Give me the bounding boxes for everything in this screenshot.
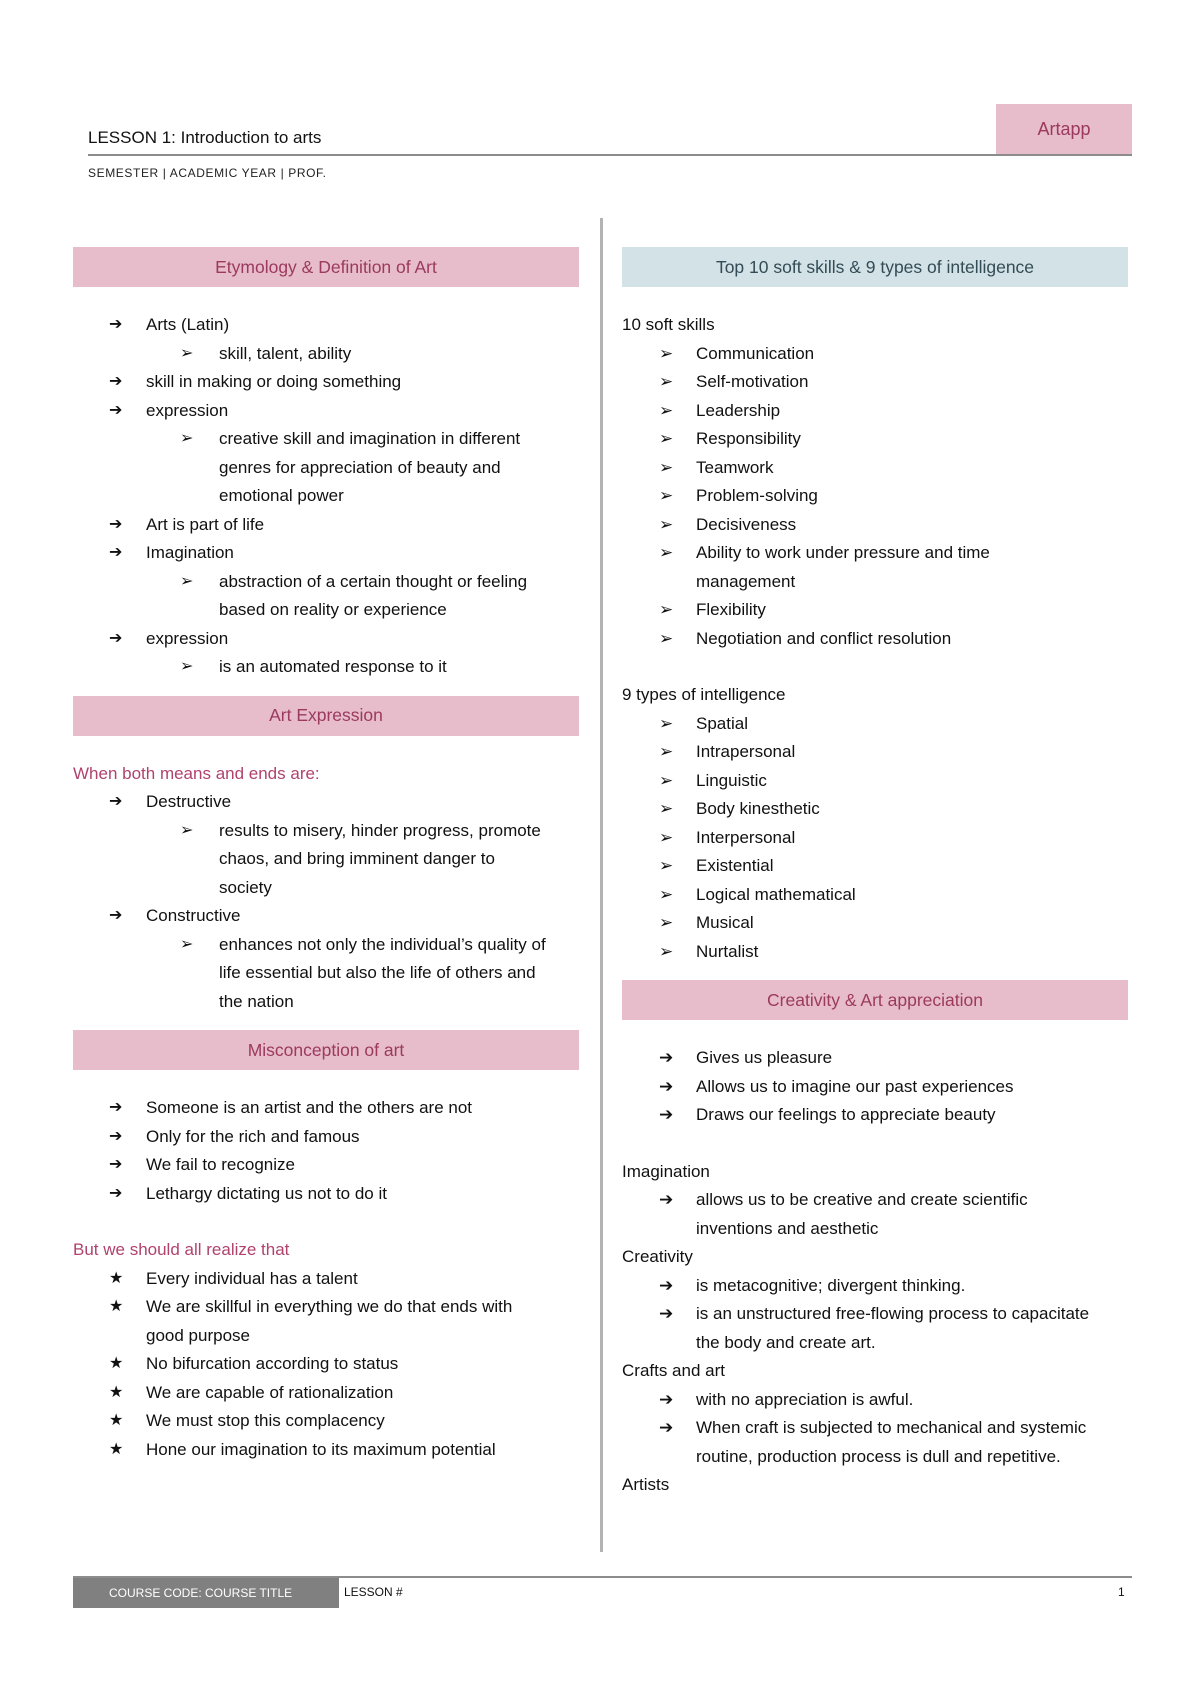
arrowhead-bullet-icon: ➢ (659, 770, 674, 790)
arrow-bullet-icon: ➔ (109, 373, 123, 390)
soft-skills-label: 10 soft skills (622, 315, 715, 334)
arrowhead-bullet-icon: ➢ (659, 884, 674, 904)
list-item-text: Self-motivation (696, 372, 809, 391)
soft-skills-list (622, 340, 1128, 654)
list-item-text: We fail to recognize (146, 1155, 295, 1174)
list-item (622, 795, 1128, 824)
page-number: 1 (1118, 1585, 1125, 1599)
list-item-text: Flexibility (696, 600, 766, 619)
star-bullet-icon: ★ (109, 1412, 124, 1429)
subject-tag: Artapp (996, 104, 1132, 154)
list-item-text: routine, production process is dull and repetitive. (696, 1446, 1061, 1466)
list-item-text: Responsibility (696, 429, 801, 448)
list-item-text: the body and create art. (696, 1332, 876, 1352)
list-item-text: Intrapersonal (696, 742, 796, 761)
list-item-text: inventions and aesthetic (696, 1218, 879, 1238)
arrow-bullet-icon: ➔ (109, 1127, 123, 1145)
list-item (73, 931, 579, 960)
list-item-text: Imagination (146, 543, 234, 562)
artists-label: Artists (622, 1475, 670, 1494)
crafts-label: Crafts and art (622, 1361, 725, 1380)
list-item-text: abstraction of a certain thought or feeling (219, 571, 528, 591)
list-item (622, 368, 1128, 397)
star-bullet-icon: ★ (109, 1440, 124, 1458)
arrow-bullet-icon: ➔ (659, 1418, 674, 1437)
intelligence-list (622, 710, 1128, 967)
list-item (622, 454, 1128, 483)
list-item (73, 1265, 579, 1294)
arrowhead-bullet-icon: ➢ (659, 941, 674, 961)
list-item-text: Allows us to imagine our past experiences (696, 1076, 1014, 1096)
arrow-bullet-icon: ➔ (659, 1105, 674, 1124)
arrowhead-bullet-icon: ➢ (659, 856, 674, 875)
imagination-label: Imagination (622, 1161, 710, 1181)
list-item (73, 902, 579, 931)
list-item (622, 425, 1128, 454)
left-column (73, 247, 579, 1464)
arrow-bullet-icon: ➔ (109, 793, 123, 810)
arrow-bullet-icon: ➔ (109, 401, 123, 419)
section-heading-misconception: Misconception of art (73, 1030, 579, 1070)
list-item (622, 1414, 1128, 1443)
list-item-text: good purpose (146, 1325, 250, 1345)
list-item (622, 1272, 1128, 1301)
list-item (73, 817, 579, 846)
list-item-text: emotional power (219, 486, 344, 505)
list-item-text: life essential but also the life of others and (219, 963, 536, 982)
list-item (622, 1300, 1128, 1329)
list-item (73, 1322, 579, 1351)
list-item-text: We must stop this complacency (146, 1411, 385, 1430)
list-item-text: Linguistic (696, 770, 767, 790)
list-item (73, 1123, 579, 1152)
list-item-text: Decisiveness (696, 514, 797, 534)
list-item-text: Spatial (696, 713, 748, 733)
arrow-bullet-icon: ➔ (659, 1389, 674, 1409)
list-item-text: based on reality or experience (219, 600, 447, 619)
list-item (622, 938, 1128, 967)
star-bullet-icon: ★ (109, 1269, 124, 1287)
etymology-list (73, 311, 579, 682)
list-item-text: skill in making or doing something (146, 372, 402, 391)
arrow-bullet-icon: ➔ (659, 1048, 674, 1067)
list-item (73, 568, 579, 597)
list-item (622, 1186, 1128, 1215)
list-item-text: Musical (696, 913, 754, 932)
realize-lead: But we should all realize that (73, 1240, 290, 1259)
list-item-text: Art is part of life (146, 514, 265, 534)
list-item (622, 1044, 1128, 1073)
list-item-text: with no appreciation is awful. (696, 1389, 914, 1409)
list-item (73, 653, 579, 682)
creativity-list (622, 1044, 1128, 1130)
list-item-text: Every individual has a talent (146, 1268, 358, 1288)
list-item-text: Leadership (696, 400, 781, 420)
list-item-text: Only for the rich and famous (146, 1126, 360, 1146)
list-item-text: results to misery, hinder progress, promote (219, 820, 541, 840)
list-item (73, 1350, 579, 1379)
list-item (73, 511, 579, 540)
list-item-text: Communication (696, 343, 815, 363)
list-item (622, 397, 1128, 426)
list-item-text: expression (146, 400, 229, 420)
arrow-bullet-icon: ➔ (659, 1275, 674, 1295)
arrow-bullet-icon: ➔ (659, 1190, 674, 1209)
arrow-bullet-icon: ➔ (109, 1099, 123, 1116)
list-item-text: management (696, 571, 796, 591)
list-item (622, 1101, 1128, 1130)
list-item (73, 625, 579, 654)
list-item (622, 909, 1128, 938)
list-item (73, 1379, 579, 1408)
expression-list (73, 788, 579, 1016)
list-item-text: Constructive (146, 906, 241, 925)
list-item (73, 425, 579, 454)
list-item (622, 1329, 1128, 1358)
list-item (73, 539, 579, 568)
list-item (622, 482, 1128, 511)
page-subtitle: SEMESTER | ACADEMIC YEAR | PROF. (88, 166, 327, 180)
list-item (622, 340, 1128, 369)
arrowhead-bullet-icon: ➢ (659, 742, 674, 761)
list-item-text: Existential (696, 856, 774, 875)
list-item (73, 1407, 579, 1436)
list-item (73, 1151, 579, 1180)
arrowhead-bullet-icon: ➢ (659, 486, 674, 505)
list-item-text: Problem-solving (696, 486, 818, 505)
list-item (622, 1073, 1128, 1102)
column-divider (600, 218, 603, 1552)
arrow-bullet-icon: ➔ (109, 515, 123, 533)
arrow-bullet-icon: ➔ (659, 1304, 674, 1323)
list-item-text: is metacognitive; divergent thinking. (696, 1275, 966, 1295)
expression-lead: When both means and ends are: (73, 763, 320, 783)
section-heading-etymology: Etymology & Definition of Art (73, 247, 579, 287)
list-item-text: enhances not only the individual’s quality of (219, 934, 546, 954)
list-item-text: chaos, and bring imminent danger to (219, 849, 495, 868)
footer-course: COURSE CODE: COURSE TITLE (73, 1578, 339, 1608)
arrowhead-bullet-icon: ➢ (180, 935, 194, 953)
list-item-text: Body kinesthetic (696, 799, 820, 818)
arrowhead-bullet-icon: ➢ (659, 799, 674, 818)
list-item (622, 1386, 1128, 1415)
misconception-list (73, 1094, 579, 1208)
list-item-text: allows us to be creative and create scientific (696, 1190, 1028, 1209)
arrowhead-bullet-icon: ➢ (180, 821, 194, 839)
list-item (73, 1094, 579, 1123)
arrowhead-bullet-icon: ➢ (180, 344, 194, 362)
creativity-label: Creativity (622, 1247, 693, 1266)
arrow-bullet-icon: ➔ (109, 316, 123, 333)
list-item (73, 596, 579, 625)
arrow-bullet-icon: ➔ (109, 544, 123, 561)
arrowhead-bullet-icon: ➢ (659, 343, 674, 363)
list-item-text: Arts (Latin) (146, 315, 230, 334)
list-item-text: skill, talent, ability (219, 343, 352, 363)
realize-list (73, 1265, 579, 1465)
star-bullet-icon: ★ (109, 1383, 124, 1401)
list-item-text: When craft is subjected to mechanical and systemic (696, 1418, 1087, 1437)
section-heading-skills: Top 10 soft skills & 9 types of intelligence (622, 247, 1128, 287)
arrow-bullet-icon: ➔ (659, 1076, 674, 1096)
list-item (622, 767, 1128, 796)
list-item (622, 1215, 1128, 1244)
header-divider (88, 154, 1132, 156)
list-item (73, 959, 579, 988)
list-item-text: Gives us pleasure (696, 1048, 833, 1067)
list-item (73, 368, 579, 397)
list-item-text: Destructive (146, 792, 232, 811)
list-item-text: Someone is an artist and the others are not (146, 1098, 473, 1117)
list-item-text: expression (146, 628, 229, 648)
crafts-list (622, 1386, 1128, 1472)
list-item-text: is an automated response to it (219, 657, 447, 676)
list-item-text: We are capable of rationalization (146, 1382, 394, 1402)
list-item-text: Hone our imagination to its maximum potential (146, 1439, 496, 1459)
list-item (73, 454, 579, 483)
list-item (73, 1180, 579, 1209)
arrow-bullet-icon: ➔ (109, 1156, 123, 1173)
list-item (622, 625, 1128, 654)
star-bullet-icon: ★ (109, 1355, 124, 1372)
arrowhead-bullet-icon: ➢ (659, 543, 674, 562)
list-item (73, 311, 579, 340)
list-item-text: the nation (219, 991, 294, 1011)
arrowhead-bullet-icon: ➢ (659, 913, 674, 932)
list-item-text: Draws our feelings to appreciate beauty (696, 1105, 996, 1124)
page-title: LESSON 1: Introduction to arts (88, 128, 322, 147)
list-item-text: Nurtalist (696, 941, 759, 961)
list-item (73, 397, 579, 426)
list-item (73, 788, 579, 817)
arrowhead-bullet-icon: ➢ (659, 457, 674, 477)
section-heading-creativity: Creativity & Art appreciation (622, 980, 1128, 1020)
list-item (622, 596, 1128, 625)
list-item-text: Teamwork (696, 457, 774, 477)
list-item (73, 340, 579, 369)
list-item (622, 568, 1128, 597)
list-item (73, 874, 579, 903)
star-bullet-icon: ★ (109, 1298, 124, 1315)
list-item (622, 824, 1128, 853)
list-item (622, 852, 1128, 881)
arrowhead-bullet-icon: ➢ (659, 429, 674, 448)
list-item (73, 482, 579, 511)
intelligence-label: 9 types of intelligence (622, 685, 786, 704)
footer-lesson: LESSON # (344, 1585, 403, 1599)
list-item (622, 710, 1128, 739)
list-item (622, 539, 1128, 568)
list-item-text: Ability to work under pressure and time (696, 543, 990, 562)
arrowhead-bullet-icon: ➢ (659, 372, 674, 391)
arrowhead-bullet-icon: ➢ (659, 400, 674, 420)
arrow-bullet-icon: ➔ (109, 1184, 123, 1202)
arrow-bullet-icon: ➔ (109, 907, 123, 924)
imagination-list (622, 1186, 1128, 1243)
list-item (622, 1443, 1128, 1472)
list-item (73, 845, 579, 874)
list-item-text: Negotiation and conflict resolution (696, 628, 952, 648)
list-item-text: is an unstructured free-flowing process to capacitate (696, 1304, 1090, 1323)
list-item (622, 881, 1128, 910)
arrowhead-bullet-icon: ➢ (180, 572, 194, 590)
list-item-text: We are skillful in everything we do that ends with (146, 1297, 513, 1316)
arrowhead-bullet-icon: ➢ (659, 713, 674, 733)
arrowhead-bullet-icon: ➢ (659, 600, 674, 619)
arrowhead-bullet-icon: ➢ (180, 658, 194, 675)
section-heading-expression: Art Expression (73, 696, 579, 736)
list-item-text: genres for appreciation of beauty and (219, 457, 501, 477)
list-item (73, 988, 579, 1017)
list-item-text: creative skill and imagination in different (219, 429, 521, 448)
list-item-text: Logical mathematical (696, 884, 856, 904)
list-item-text: society (219, 877, 272, 897)
right-column (622, 247, 1128, 1500)
list-item (73, 1293, 579, 1322)
arrowhead-bullet-icon: ➢ (659, 514, 674, 534)
arrowhead-bullet-icon: ➢ (659, 628, 674, 648)
list-item-text: No bifurcation according to status (146, 1354, 399, 1373)
list-item (622, 511, 1128, 540)
arrowhead-bullet-icon: ➢ (659, 827, 674, 847)
list-item (622, 738, 1128, 767)
list-item-text: Interpersonal (696, 827, 796, 847)
list-item-text: Lethargy dictating us not to do it (146, 1183, 387, 1203)
arrow-bullet-icon: ➔ (109, 629, 123, 647)
arrowhead-bullet-icon: ➢ (180, 430, 194, 447)
list-item (73, 1436, 579, 1465)
creativity-items-list (622, 1272, 1128, 1358)
